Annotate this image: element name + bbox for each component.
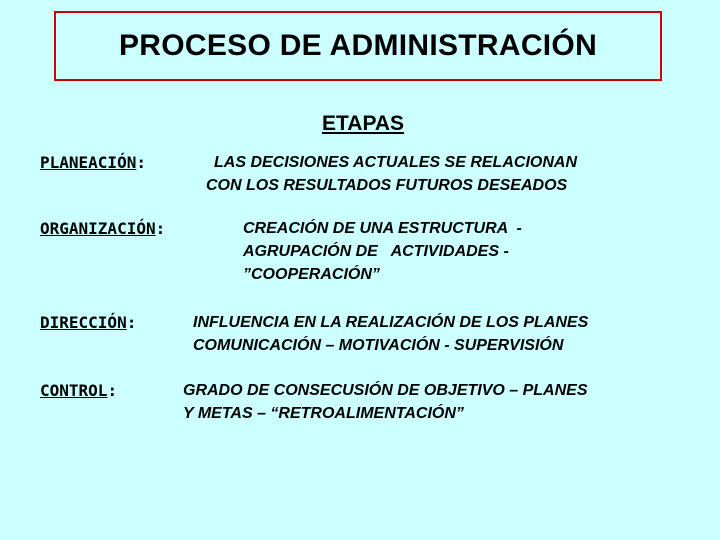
- stage-label-organizacion: [40, 219, 165, 238]
- stage-name: CONTROL: [40, 381, 108, 400]
- desc-line: CREACIÓN DE UNA ESTRUCTURA -: [243, 220, 522, 237]
- stage-label-planeacion: [40, 153, 146, 172]
- stage-label-control: [40, 381, 117, 400]
- desc-line: CON LOS RESULTADOS FUTUROS DESEADOS: [206, 177, 568, 194]
- desc-line: AGRUPACIÓN DE ACTIVIDADES -: [243, 243, 509, 260]
- stage-desc-direccion: [193, 311, 588, 357]
- desc-line: INFLUENCIA EN LA REALIZACIÓN DE LOS PLANES: [193, 314, 589, 331]
- desc-line: GRADO DE CONSECUSIÓN DE OBJETIVO – PLANES: [183, 382, 588, 399]
- stage-desc-organizacion: [243, 217, 522, 286]
- stage-label-direccion: [40, 313, 136, 332]
- desc-line: COMUNICACIÓN – MOTIVACIÓN - SUPERVISIÓN: [193, 337, 564, 354]
- title-box: [54, 11, 662, 81]
- stage-separator: :: [107, 381, 118, 400]
- desc-line: Y METAS – “RETROALIMENTACIÓN”: [183, 405, 464, 422]
- desc-line: ”COOPERACIÓN”: [243, 266, 380, 283]
- stage-desc-control: [183, 379, 588, 425]
- stage-desc-planeacion: [206, 151, 577, 197]
- page-title: PROCESO DE ADMINISTRACIÓN: [118, 29, 598, 62]
- stage-separator: :: [155, 219, 166, 238]
- stage-separator: :: [126, 313, 137, 332]
- stage-name: ORGANIZACIÓN: [40, 219, 156, 238]
- desc-line: LAS DECISIONES ACTUALES SE RELACIONAN: [214, 154, 577, 171]
- stage-separator: :: [136, 153, 146, 172]
- stage-name: PLANEACIÓN: [40, 153, 137, 172]
- stage-name: DIRECCIÓN: [40, 313, 127, 332]
- subtitle-etapas: ETAPAS: [322, 112, 405, 135]
